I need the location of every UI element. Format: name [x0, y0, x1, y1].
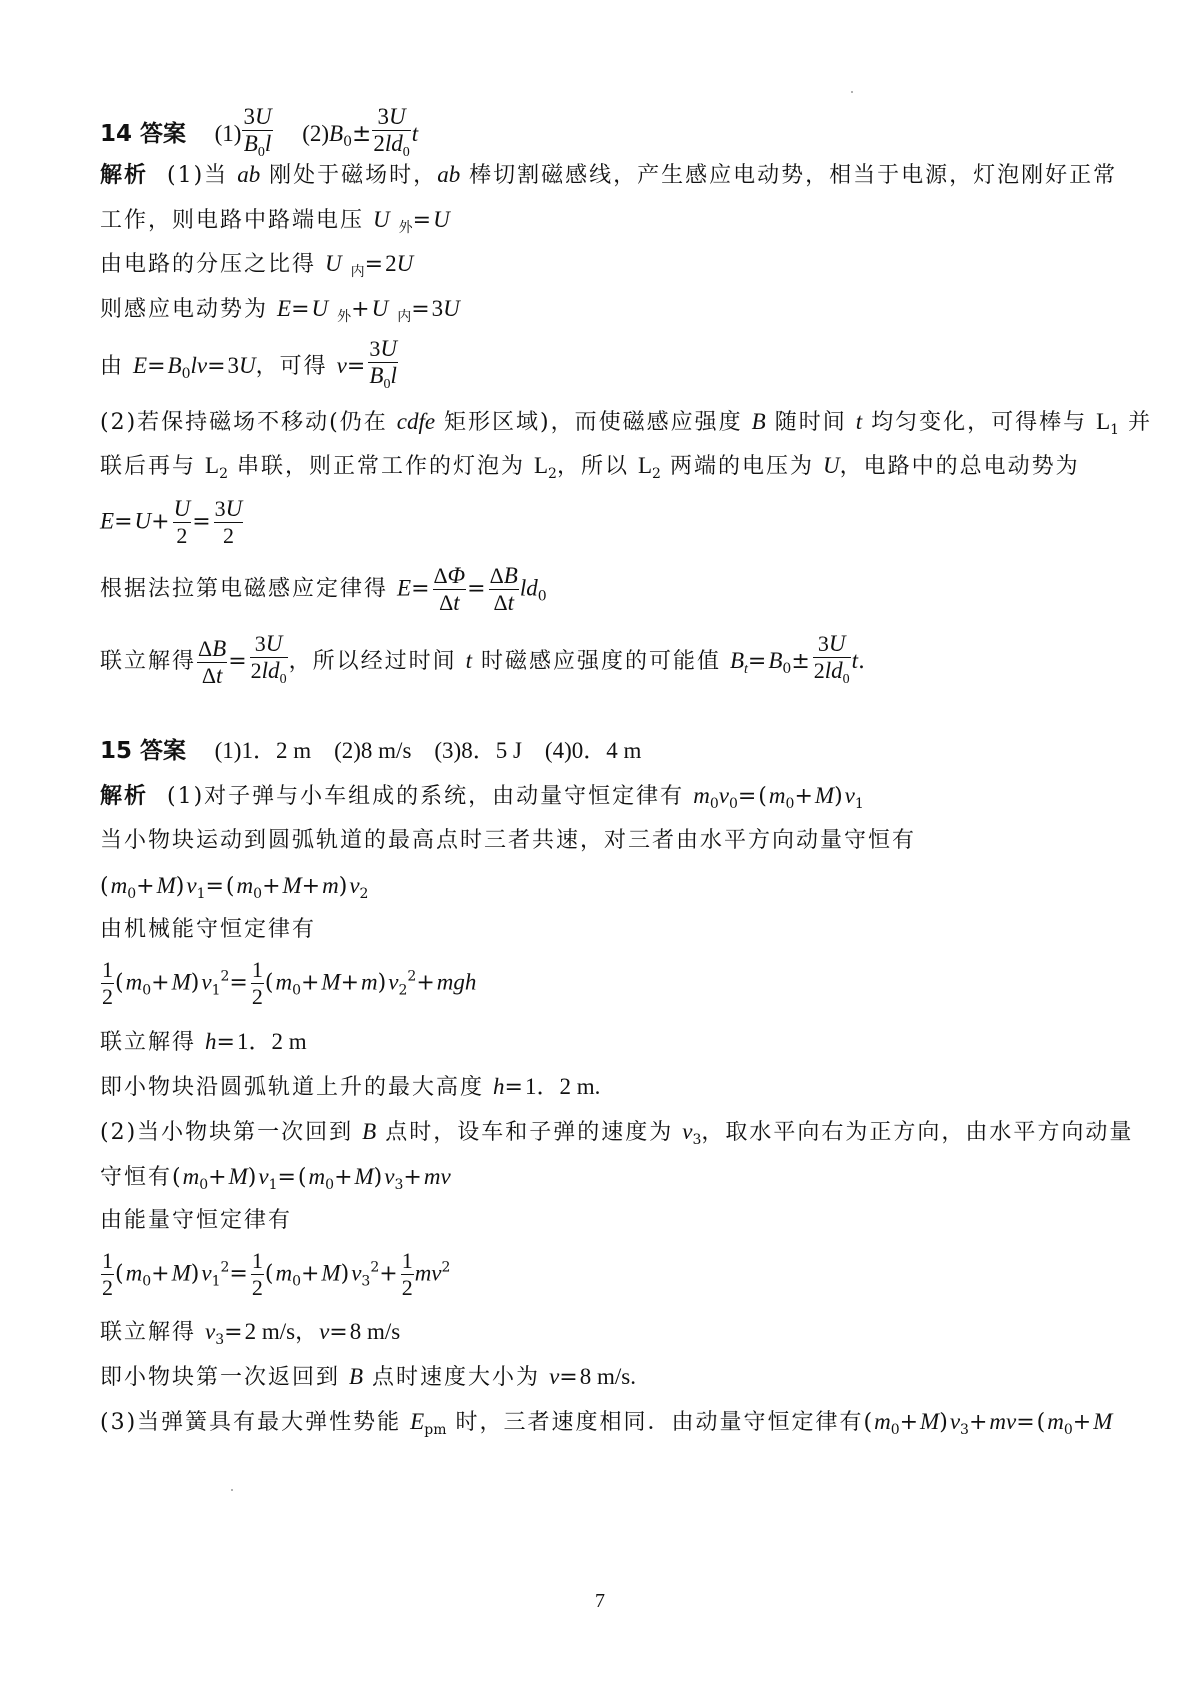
q15-analysis-line-3: $(m_0+M)v_1=(m_0+M+m)v_2$ — [100, 873, 369, 902]
q14-analysis-line-9: 根据法拉第电磁感应定律得 E= $\frac{\Delta\Phi}{\Delta t}$ = $\frac{\Delta B}{\Delta t}$ $ld_0$ — [100, 563, 547, 615]
q15-answer — [100, 736, 641, 766]
q15-answers: (1)1．2 m (2)8 m/s (3)8．5 J (4)0．4 m — [214, 738, 642, 763]
q14-analysis-line-2: 工作，则电路中路端电压 U $_外$=U — [100, 207, 450, 236]
q15-analysis-line-1: 解析 (1)对子弹与小车组成的系统，由动量守恒定律有 $m_0v_0=(m_0+M)v_1$ — [100, 783, 864, 812]
q15-analysis-line-10: 由能量守恒定律有 — [100, 1208, 293, 1233]
q14-analysis-line-7: 联后再与 $L_2$ 串联，则正常工作的灯泡为 $L_2$，所以 $L_2$ 两端的电压为 U，电路中的总电动势为 — [100, 453, 1080, 482]
q14-analysis-line-1: 解析 (1)当 ab 刚处于磁场时，ab 棒切割磁感线，产生感应电动势，相当于电源，灯泡刚好正常 — [100, 162, 1118, 188]
q14-analysis-line-8: E=U+ $\frac{U}{2}$ = $\frac{3U}{2}$ — [100, 496, 243, 548]
q15-analysis-line-14: (3)当弹簧具有最大弹性势能 $E_{pm}$ 时，三者速度相同．由动量守恒定律有$(m_0+M)v_3+mv=(m_0+M$ — [100, 1409, 1113, 1438]
q15-label: 15 答案 — [100, 738, 187, 764]
q14-analysis-line-4: 则感应电动势为 E=U $_外$+U $_内$=3U — [100, 296, 460, 325]
q15-analysis-line-8: (2)当小物块第一次回到 B 点时，设车和子弹的速度为 $v_3$，取水平向右为正方向，由水平方向动量 — [100, 1119, 1134, 1148]
velocity-fraction: $\frac{3U}{B_0l}$ — [369, 336, 397, 392]
scan-speck — [231, 1489, 233, 1491]
q14-analysis-label: 解析 — [100, 163, 149, 188]
page-number: 7 — [595, 1590, 605, 1612]
q15-analysis-line-5: $\frac{1}{2}$ $(m_0+M)v_1^2=$ $\frac{1}{2}$ $(m_0+M+m)v_2^2+mgh$ — [102, 957, 477, 1009]
q15-analysis-line-6: 联立解得 h=1．2 m — [100, 1029, 307, 1055]
q15-analysis-line-12: 联立解得 $v_3=2$ m/s，v=8 m/s — [100, 1319, 401, 1348]
q14-ans2-fraction: $\frac{3U}{2ld_0}$ — [373, 104, 410, 160]
q15-analysis-line-4: 由机械能守恒定律有 — [100, 917, 317, 942]
q15-analysis-line-9: 守恒有$(m_0+M)v_1=(m_0+M)v_3+mv$ — [100, 1164, 451, 1193]
q14-answer: 14 答案 (1) $\frac{3U}{B_0l}$ $(2)B_0\pm$ $\frac{3U}{2ld_0}$ t — [100, 104, 418, 160]
q15-analysis-line-13: 即小物块第一次返回到 B 点时速度大小为 v=8 m/s. — [100, 1364, 636, 1390]
q14-label: 14 答案 — [100, 121, 187, 147]
q14-ans1-fraction: $\frac{3U}{B_0l}$ — [243, 104, 272, 160]
q15-analysis-line-2: 当小物块运动到圆弧轨道的最高点时三者共速，对三者由水平方向动量守恒有 — [100, 828, 917, 853]
q15-analysis-label: 解析 — [100, 784, 149, 809]
q14-analysis-line-10: 联立解得 $\frac{\Delta B}{\Delta t}$ = $\frac{3U}{2ld_0}$ ，所以经过时间 t 时磁感应强度的可能值 $B_t=B_0\pm$ $\frac{3U}{2ld_0}$ t. — [100, 631, 868, 688]
q14-analysis-line-5: 由 $E=B_0lv=3U$，可得 v= $\frac{3U}{B_0l}$ — [100, 336, 399, 392]
q14-analysis-line-3: 由电路的分压之比得 U $_内$=2U — [100, 251, 414, 280]
q15-analysis-line-7: 即小物块沿圆弧轨道上升的最大高度 h=1．2 m. — [100, 1074, 601, 1100]
q15-analysis-line-11: $\frac{1}{2}$ $(m_0+M)v_1^2=$ $\frac{1}{2}$ $(m_0+M)v_3^2+$ $\frac{1}{2}$ $mv^2$ — [102, 1248, 451, 1300]
q14-analysis-line-6: (2)若保持磁场不移动(仍在 cdfe 矩形区域)，而使磁感应强度 B 随时间 t 均匀变化，可得棒与 $L_1$ 并 — [100, 409, 1153, 438]
scan-speck — [851, 91, 853, 93]
